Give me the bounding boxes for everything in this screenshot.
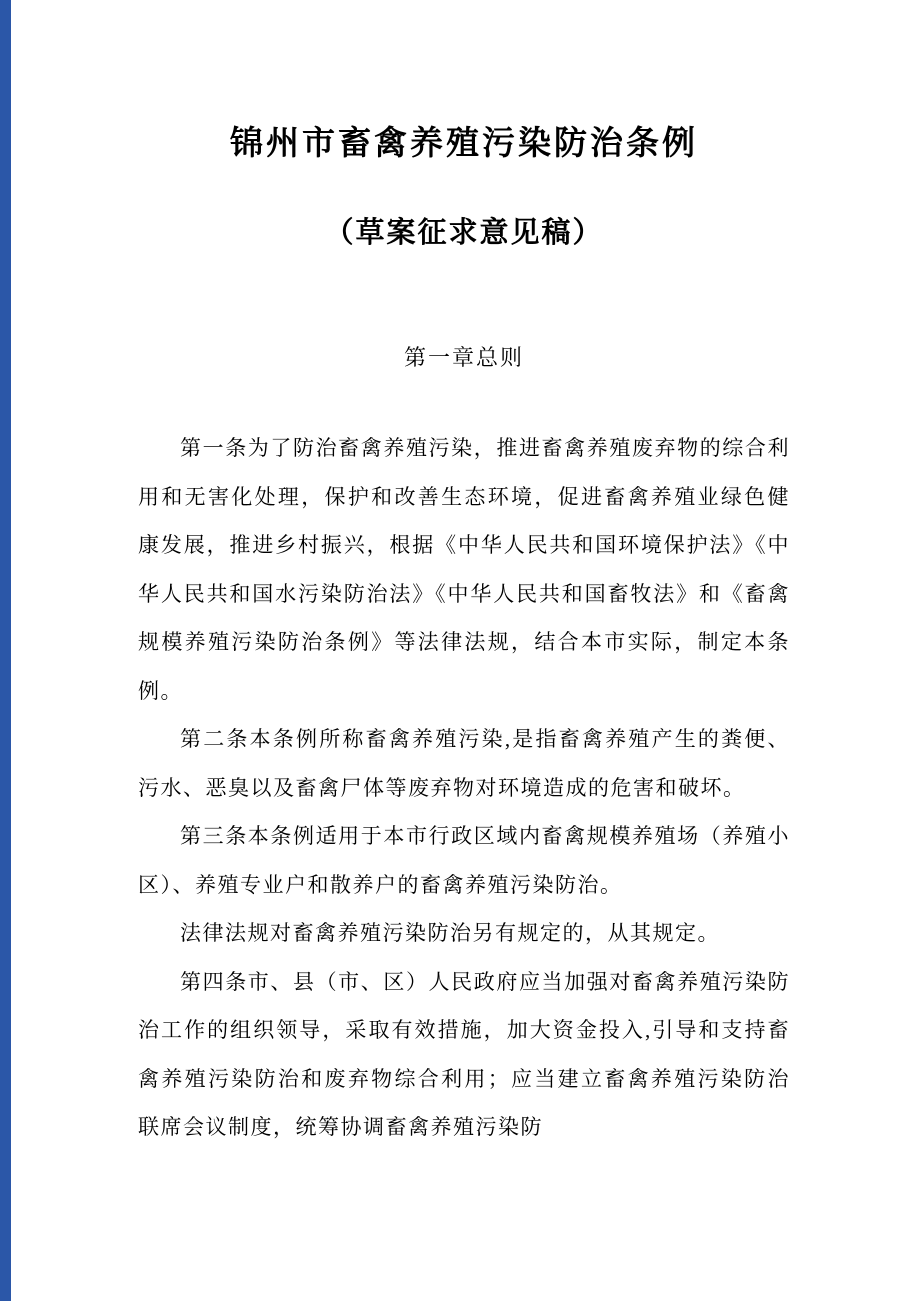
paragraph-article-3-supplement: 法律法规对畜禽养殖污染防治另有规定的，从其规定。 [180, 921, 720, 946]
document-subtitle: （草案征求意见稿） [324, 217, 604, 250]
paragraph-article-4: 第四条市、县（市、区）人民政府应当加强对畜禽养殖污染防治工作的组织领导，采取有效措施，加大资金投入,引导和支持畜禽养殖污染防治和废弃物综合利用；应当建立畜禽养殖污染防治联席会议制度，统筹协调畜禽养殖污染防 [138, 969, 790, 1140]
left-edge-accent-bar [0, 0, 11, 1301]
paragraph-article-2: 第二条本条例所称畜禽养殖污染,是指畜禽养殖产生的粪便、污水、恶臭以及畜禽尸体等废弃物对环境造成的危害和破坏。 [138, 727, 790, 800]
paragraph-article-3: 第三条本条例适用于本市行政区域内畜禽规模养殖场（养殖小区）、养殖专业户和散养户的畜禽养殖污染防治。 [138, 824, 790, 897]
document-title: 锦州市畜禽养殖污染防治条例 [230, 124, 698, 161]
chapter-heading: 第一章总则 [403, 344, 524, 370]
document-body [138, 372, 790, 1152]
paragraph-article-1: 第一条为了防治畜禽养殖污染，推进畜禽养殖废弃物的综合利用和无害化处理，保护和改善生态环境，促进畜禽养殖业绿色健康发展，推进乡村振兴，根据《中华人民共和国环境保护法》《中华人民共和国水污染防治法》《中华人民共和国畜牧法》和《畜禽规模养殖污染防治条例》等法律法规，结合本市实际，制定本条例。 [138, 436, 790, 703]
document-content [138, 0, 790, 1152]
